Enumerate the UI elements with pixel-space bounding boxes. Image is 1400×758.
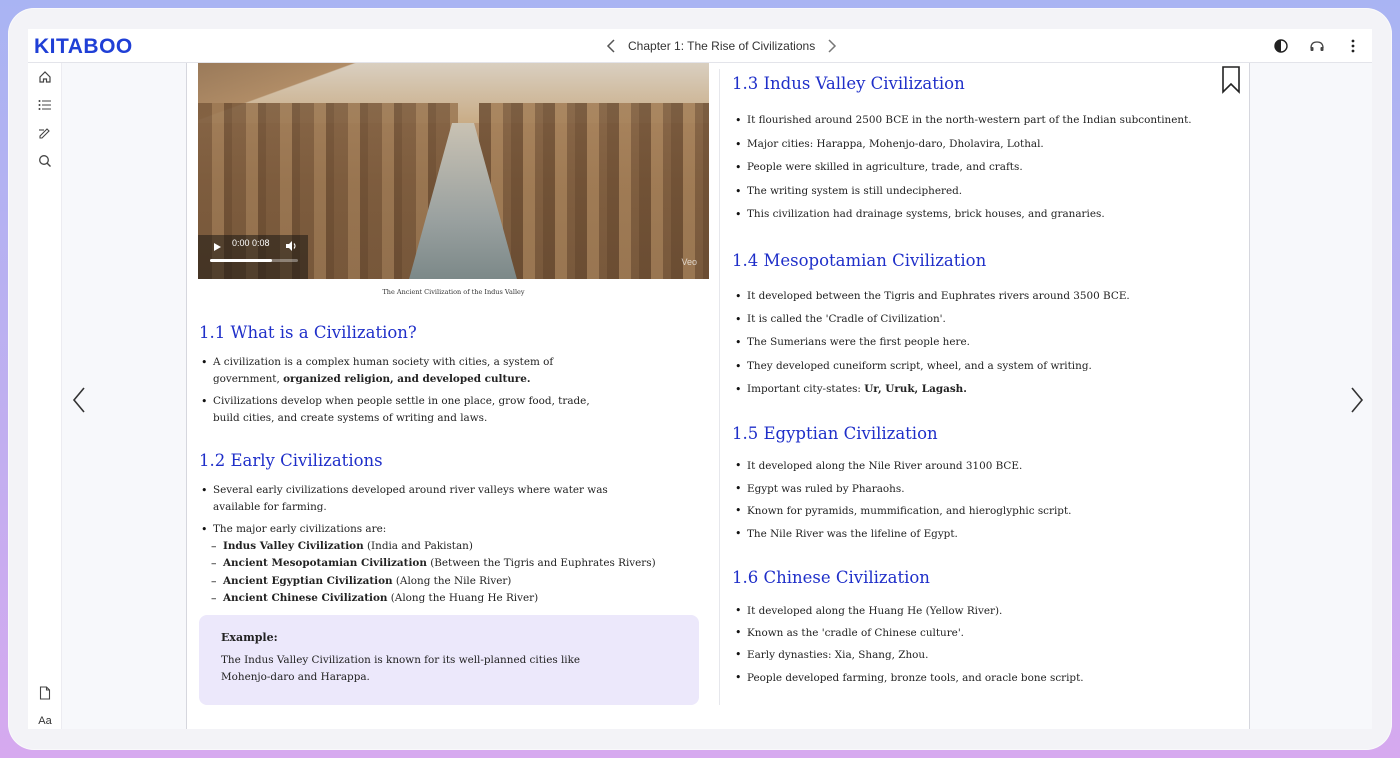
- contrast-toggle-button[interactable]: [1270, 36, 1292, 56]
- list-item: • Known as the 'cradle of Chinese culture'.: [733, 622, 1213, 644]
- reader-app: [28, 29, 1372, 729]
- column-divider: [719, 69, 720, 705]
- book-page-spread: [186, 63, 1250, 729]
- video-frame-city-right: [479, 103, 709, 279]
- left-sidebar: [28, 63, 62, 729]
- video-player[interactable]: [198, 63, 709, 279]
- chevron-left-icon: [606, 39, 616, 53]
- more-menu-icon: [1351, 39, 1355, 53]
- read-aloud-button[interactable]: [1306, 36, 1328, 56]
- sublist-item: [211, 573, 691, 590]
- section-heading-1-4: 1.4 Mesopotamian Civilization: [732, 251, 987, 270]
- next-page-button[interactable]: [1346, 385, 1368, 415]
- page-view-button[interactable]: [35, 683, 55, 703]
- chevron-left-icon: [72, 387, 86, 413]
- top-toolbar: [1270, 36, 1364, 56]
- more-menu-button[interactable]: [1342, 36, 1364, 56]
- sublist-item: [211, 590, 691, 607]
- previous-chapter-button[interactable]: [600, 37, 622, 55]
- font-settings-button[interactable]: Aa: [38, 715, 52, 727]
- sublist-item-bold: Ancient Chinese Civilization: [223, 592, 388, 605]
- video-progress-bar[interactable]: [210, 259, 298, 262]
- section-heading-1-5: 1.5 Egyptian Civilization: [732, 424, 938, 443]
- list-item: • It flourished around 2500 BCE in the north-western part of the Indian subcontinent.: [733, 109, 1213, 133]
- section-1-5-list: [733, 455, 1213, 545]
- chevron-right-icon: [827, 39, 837, 53]
- sublist-item: [211, 538, 691, 555]
- read-aloud-icon: [1309, 39, 1325, 53]
- list-item: • It developed along the Huang He (Yellow River).: [733, 600, 1213, 622]
- play-icon[interactable]: [210, 240, 224, 254]
- list-item: [199, 521, 619, 538]
- list-item: • Several early civilizations developed around river valleys where water was available for farming.: [199, 482, 619, 516]
- video-controls: [198, 235, 308, 279]
- list-item-text: The major early civilizations are:: [213, 523, 387, 535]
- list-item-text: Important city-states:: [747, 382, 865, 395]
- list-item: • It developed along the Nile River around 3100 BCE.: [733, 455, 1213, 478]
- bookmark-icon[interactable]: [1220, 65, 1242, 95]
- next-chapter-button[interactable]: [821, 37, 843, 55]
- video-progress-fill: [210, 259, 272, 262]
- sublist-item-text: (India and Pakistan): [363, 540, 473, 552]
- list-item: [733, 378, 1213, 401]
- home-button[interactable]: [35, 67, 55, 87]
- list-item: • The Sumerians were the first people here.: [733, 331, 1213, 354]
- table-of-contents-button[interactable]: [35, 95, 55, 115]
- media-caption: The Ancient Civilization of the Indus Valley: [382, 288, 525, 296]
- contrast-icon: [1274, 39, 1288, 53]
- list-item: • Egypt was ruled by Pharaohs.: [733, 478, 1213, 501]
- list-item: • People were skilled in agriculture, trade, and crafts.: [733, 156, 1213, 180]
- section-1-3-list: [733, 109, 1213, 227]
- highlighter-icon: [38, 126, 52, 140]
- sublist-item-text: (Along the Huang He River): [387, 592, 539, 605]
- sublist-item: [211, 555, 691, 572]
- list-item: • The Nile River was the lifeline of Egypt.: [733, 523, 1213, 546]
- list-item-bold-text: organized religion, and developed culture.: [283, 373, 531, 385]
- section-heading-1-1: 1.1 What is a Civilization?: [199, 323, 417, 342]
- section-heading-1-2: 1.2 Early Civilizations: [199, 451, 383, 470]
- page-icon: [39, 686, 51, 700]
- volume-icon[interactable]: [284, 239, 298, 253]
- section-1-6-list: [733, 600, 1213, 689]
- major-civilizations-sublist: [211, 538, 691, 608]
- sublist-item-text: (Between the Tigris and Euphrates Rivers): [426, 557, 656, 570]
- search-button[interactable]: [35, 151, 55, 171]
- top-bar: [28, 29, 1372, 63]
- highlighter-button[interactable]: [35, 123, 55, 143]
- chevron-right-icon: [1350, 387, 1364, 413]
- list-item-text: A civilization is a complex human society with cities, a system of government,: [213, 356, 554, 385]
- kitaboo-logo: KITABOO: [34, 35, 133, 58]
- previous-page-button[interactable]: [68, 385, 90, 415]
- list-item: • It is called the 'Cradle of Civilization'.: [733, 308, 1213, 331]
- list-item: • Early dynasties: Xia, Shang, Zhou.: [733, 644, 1213, 666]
- list-item: • The writing system is still undeciphered.: [733, 180, 1213, 204]
- search-icon: [38, 154, 52, 168]
- section-1-2-list: [199, 482, 619, 538]
- list-item-bold-text: Ur, Uruk, Lagash.: [864, 382, 967, 395]
- list-item: • Civilizations develop when people settle in one place, grow food, trade, build cities, and create systems of writing and laws.: [199, 393, 619, 427]
- example-text: The Indus Valley Civilization is known for its well-planned cities like Mohenjo-daro and Harappa.: [221, 654, 581, 683]
- list-item: • This civilization had drainage systems, brick houses, and granaries.: [733, 203, 1213, 227]
- chapter-navigator: [600, 37, 843, 55]
- video-watermark: Veo: [681, 257, 697, 267]
- list-item: • Known for pyramids, mummification, and hieroglyphic script.: [733, 500, 1213, 523]
- list-item: [199, 354, 619, 388]
- chapter-title: Chapter 1: The Rise of Civilizations: [628, 39, 816, 53]
- list-item: • Major cities: Harappa, Mohenjo-daro, Dholavira, Lothal.: [733, 133, 1213, 157]
- list-item: • They developed cuneiform script, wheel, and a system of writing.: [733, 355, 1213, 378]
- section-1-1-list: [199, 354, 619, 427]
- example-title: Example:: [221, 631, 278, 644]
- sublist-item-bold: Ancient Mesopotamian Civilization: [223, 557, 427, 570]
- sublist-item-bold: Indus Valley Civilization: [223, 540, 364, 552]
- section-heading-1-3: 1.3 Indus Valley Civilization: [732, 74, 965, 93]
- example-box: [199, 615, 699, 705]
- video-time: 0:00 0:08: [232, 238, 270, 248]
- section-1-4-list: [733, 285, 1213, 401]
- list-item: • People developed farming, bronze tools, and oracle bone script.: [733, 667, 1213, 689]
- table-of-contents-icon: [38, 99, 52, 111]
- sublist-item-bold: Ancient Egyptian Civilization: [223, 574, 393, 587]
- section-heading-1-6: 1.6 Chinese Civilization: [732, 568, 930, 587]
- list-item: • It developed between the Tigris and Euphrates rivers around 3500 BCE.: [733, 285, 1213, 308]
- sublist-item-text: (Along the Nile River): [392, 574, 512, 587]
- home-icon: [38, 70, 52, 84]
